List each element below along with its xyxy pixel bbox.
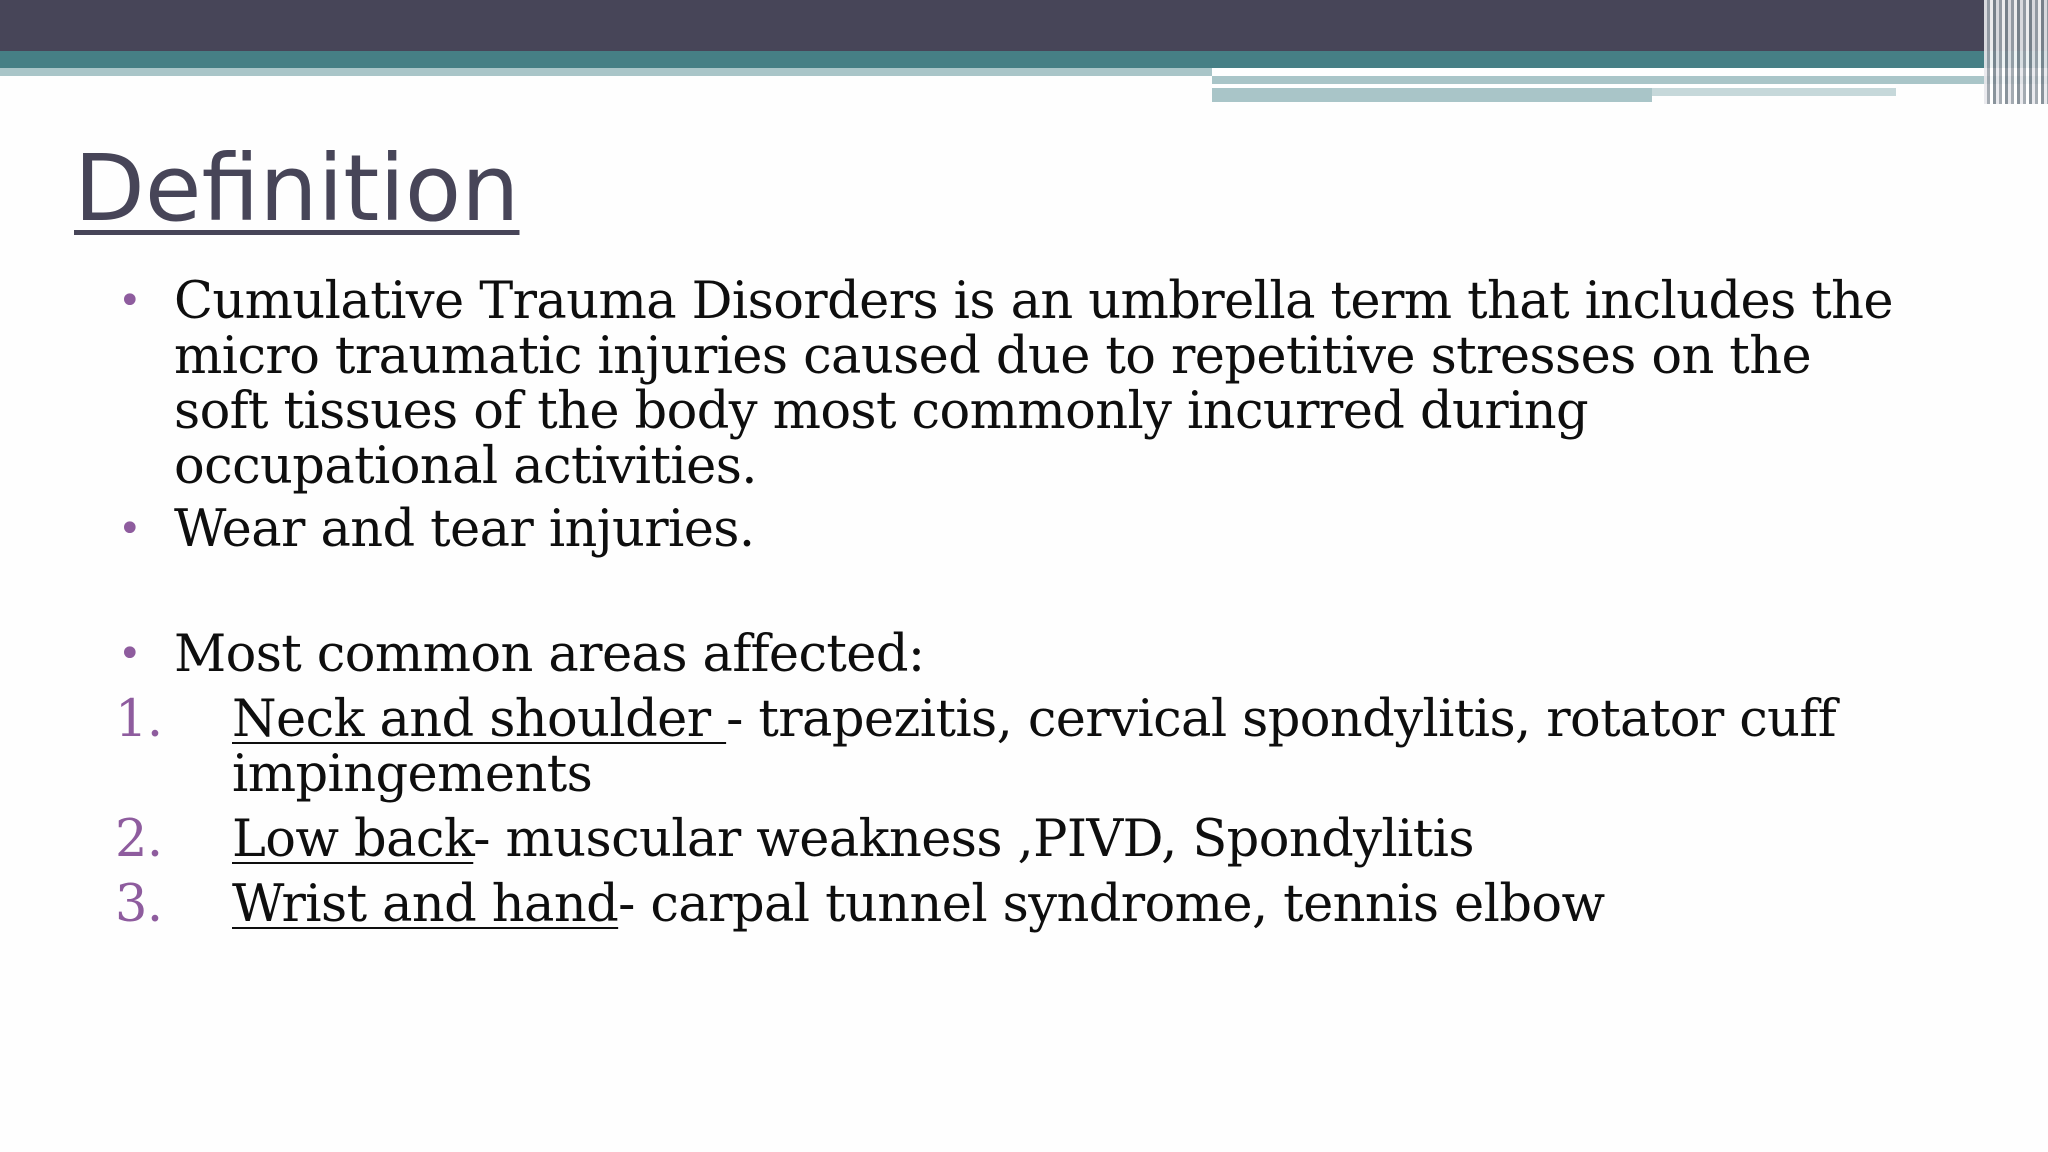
numbered-item bbox=[112, 692, 1912, 802]
header-band-teal bbox=[0, 51, 2048, 68]
numbered-detail: - carpal tunnel syndrome, tennis elbow bbox=[618, 875, 1605, 934]
slide-content bbox=[112, 274, 1912, 932]
numbered-marker: 3. bbox=[115, 875, 163, 934]
numbered-detail: - muscular weakness ,PIVD, Spondylitis bbox=[473, 810, 1474, 869]
header-band-pale-right bbox=[1652, 88, 1896, 96]
numbered-item bbox=[112, 877, 1912, 932]
numbered-marker: 2. bbox=[115, 810, 163, 869]
bullet-text: Most common areas affected: bbox=[174, 625, 925, 684]
bullet-dot-icon: • bbox=[118, 506, 141, 552]
numbered-heading: Neck and shoulder bbox=[232, 690, 727, 749]
bullet-dot-icon: • bbox=[118, 278, 141, 324]
header-band-light-left bbox=[0, 68, 1212, 76]
numbered-heading: Wrist and hand bbox=[232, 875, 619, 934]
bullet-text: Cumulative Trauma Disorders is an umbrella term that includes the micro traumatic injuries caused due to repetitive stresses on the soft tissues of the body most commonly incurred during occupational activities. bbox=[174, 272, 1893, 496]
spacer bbox=[112, 557, 1912, 627]
numbered-detail: - trapezitis, cervical spondylitis, rotator cuff impingements bbox=[232, 690, 1836, 804]
slide-title: Definition bbox=[74, 135, 520, 242]
bullet-text: Wear and tear injuries. bbox=[174, 500, 755, 559]
header-stripes-decoration bbox=[1984, 0, 2048, 104]
numbered-marker: 1. bbox=[115, 690, 163, 749]
header-band-light-right bbox=[1212, 76, 2048, 84]
bullet-item bbox=[112, 502, 1912, 557]
bullet-item bbox=[112, 627, 1912, 682]
numbered-heading: Low back bbox=[232, 810, 474, 869]
numbered-item bbox=[112, 812, 1912, 867]
header-band-dark bbox=[0, 0, 2048, 51]
bullet-item bbox=[112, 274, 1912, 494]
header-band-light-right-lower bbox=[1212, 88, 1652, 102]
bullet-dot-icon: • bbox=[118, 631, 141, 677]
